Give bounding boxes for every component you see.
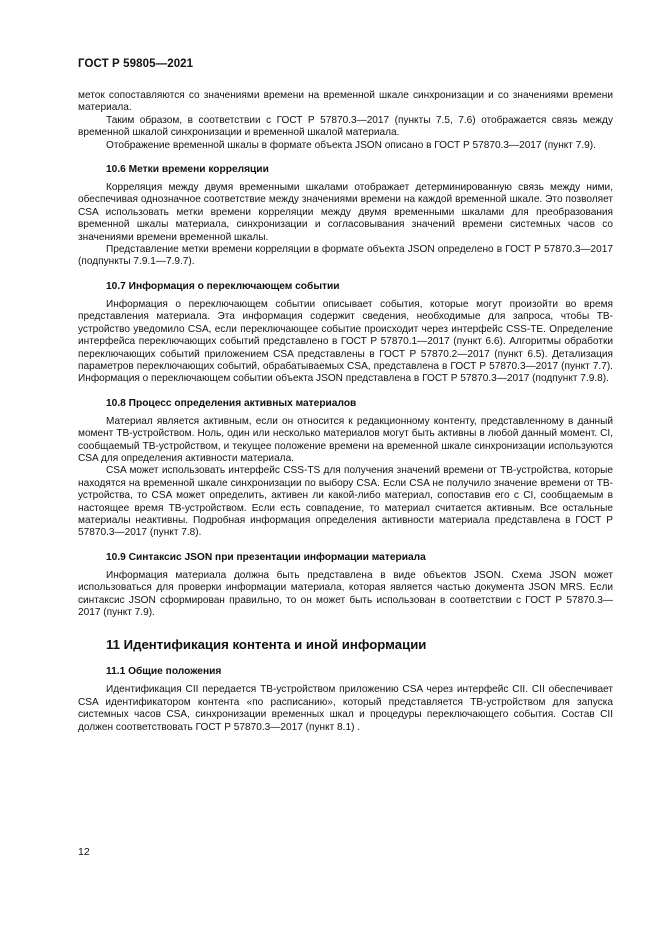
section-heading-10-9: 10.9 Синтаксис JSON при презентации информации материала <box>106 551 426 563</box>
chapter-heading-11: 11 Идентификация контента и иной информации <box>106 637 427 653</box>
paragraph: Материал является активным, если он относится к редакционному контенту, представленному в данный момент ТВ-устройством. Ноль, один или несколько материалов могут быть активны в любой данный момент. CI, сообщаемый ТВ-устройством, и текущее положение времени на временной шкале синхронизации используются CSA для определения активности материала. <box>78 415 613 464</box>
paragraph: Представление метки времени корреляции в формате объекта JSON определено в ГОСТ Р 57870.3—2017 (подпункты 7.9.1—7.9.7). <box>78 244 613 268</box>
document-body <box>78 90 613 734</box>
page-number: 12 <box>78 846 90 858</box>
section-heading-10-8: 10.8 Процесс определения активных материалов <box>106 397 357 409</box>
paragraph: Корреляция между двумя временными шкалами отображает детерминированную связь между ними, обеспечивая однозначное соответствие между значениями времени на каждой временной шкале. Это позволяет CSA использовать метки времени корреляции между двумя временными шкалами для преобразования временной шкалы материала, синхронизации и согласовывания значений времени системных часов со значениями времени временной шкалы. <box>78 182 613 243</box>
paragraph: Информация о переключающем событии описывает события, которые могут произойти во время представления материала. Эта информация содержит сведения, необходимые для запроса, чтобы ТВ-устройство уведомило CSA, если переключающее событие происходит через интерфейс CSS-TE. Определение интерфейса переключающих событий представлено в ГОСТ Р 57870.1—2017 (пункт 6.6). Алгоритмы обработки переключающих событий приложением CSA представлены в ГОСТ Р 57870.2—2017 (пункт 6.5). Детализация параметров переключающих событий, обрабатываемых CSA, представлена в ГОСТ Р 57870.3—2017 (пункт 7.7). Информация о переключающем событии объекта JSON представлена в ГОСТ Р 57870.3—2017 (подпункт 7.9.8). <box>78 298 613 385</box>
paragraph: меток сопоставляются со значениями времени на временной шкале синхронизации и со значениями времени материала. <box>78 90 613 114</box>
section-heading-10-6: 10.6 Метки времени корреляции <box>106 164 269 176</box>
paragraph: Отображение временной шкалы в формате объекта JSON описано в ГОСТ Р 57870.3—2017 (пункт 7.9). <box>106 139 596 151</box>
document-header-title: ГОСТ Р 59805—2021 <box>78 58 194 70</box>
section-heading-11-1: 11.1 Общие положения <box>106 666 222 678</box>
paragraph: Таким образом, в соответствии с ГОСТ Р 57870.3—2017 (пункты 7.5, 7.6) отображается связь между временной шкалой синхронизации и временной шкалой материала. <box>78 114 613 139</box>
paragraph: Информация материала должна быть представлена в виде объектов JSON. Схема JSON может использоваться для проверки информации материала, которая является частью документа JSON MRS. Если синтаксис JSON сформирован правильно, то он может быть использован в соответствии с ГОСТ Р 57870.3—2017 (пункт 7.9). <box>78 569 613 618</box>
paragraph: Идентификация CII передается ТВ-устройством приложению CSA через интерфейс CII. CII обеспечивает CSA идентификатором контента «по расписанию», который представляется ТВ-устройством для запуска системных часов CSA, синхронизации временных шкал и процедуры переключающего события. Состав CII должен соответствовать ГОСТ Р 57870.3—2017 (пункт 8.1) . <box>78 684 613 733</box>
paragraph: CSA может использовать интерфейс CSS-TS для получения значений времени от ТВ-устройства, которые находятся на временной шкале синхронизации по выбору CSA. Если CSA не получило значение времени от ТВ-устройства, то CSA может определить, активен ли какой-либо материал, сопоставив его с CI, сообщаемым в настоящее время ТВ-устройством. Если есть совпадение, то материал считается активным. Все остальные материалы неактивны. Подробная информация определения активности материала представлена в ГОСТ Р 57870.3—2017 (пункт 7.8). <box>78 465 613 539</box>
section-heading-10-7: 10.7 Информация о переключающем событии <box>106 280 340 292</box>
